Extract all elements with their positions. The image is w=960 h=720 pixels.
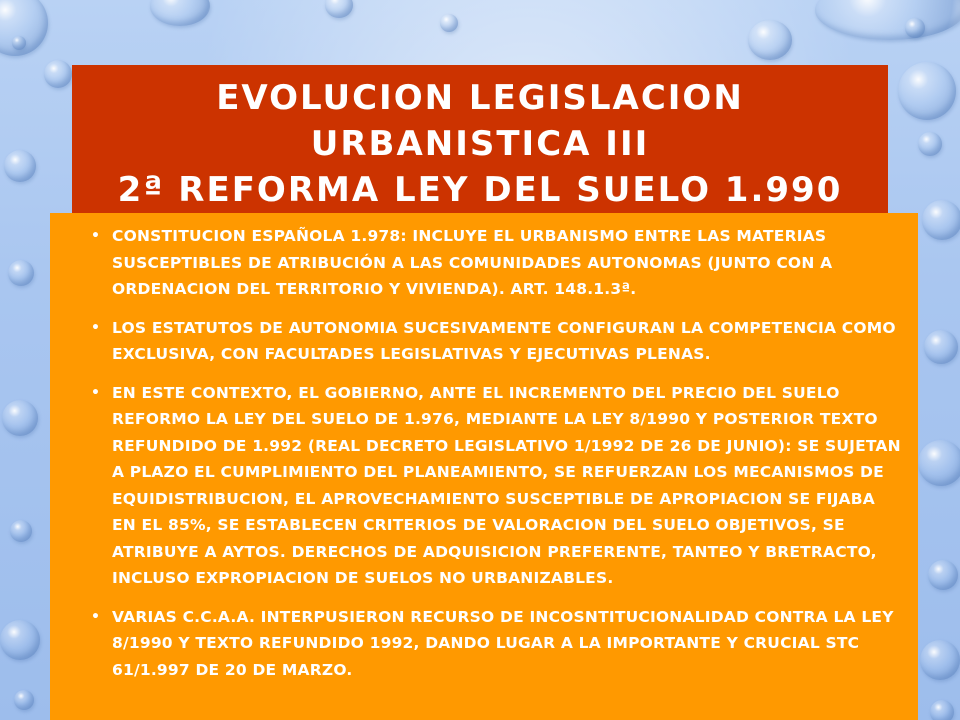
slide-title-line: EVOLUCION LEGISLACION: [216, 78, 744, 118]
water-drop-decoration: [748, 20, 792, 60]
bullet-text: CONSTITUCION ESPAÑOLA 1.978: INCLUYE EL URBANISMO ENTRE LAS MATERIAS SUSCEPTIBLES DE ATRIBUCIÓN A LAS COMUNIDADES AUTONOMAS (JUNTO CON A ORDENACION DEL TERRITORIO Y VIVIENDA). ART. 148.1.3ª.: [112, 227, 833, 298]
bullet-dot-icon: •: [91, 228, 101, 244]
bullet-text: VARIAS C.C.A.A. INTERPUSIERON RECURSO DE INCOSNTITUCIONALIDAD CONTRA LA LEY 8/1990 Y TEXTO REFUNDIDO 1992, DANDO LUGAR A LA IMPORTANTE Y CRUCIAL STC 61/1.997 DE 20 DE MARZO.: [112, 607, 894, 679]
water-drop-decoration: [918, 440, 960, 486]
water-drop-decoration: [10, 520, 32, 542]
bullet-dot-icon: •: [91, 384, 101, 401]
slide-title-box: [72, 65, 888, 225]
water-drop-decoration: [8, 260, 34, 286]
water-drop-decoration: [924, 330, 958, 364]
water-drop-decoration: [922, 200, 960, 240]
bullet-dot-icon: •: [91, 319, 101, 336]
water-drop-decoration: [930, 700, 954, 720]
water-drop-decoration: [815, 0, 960, 40]
water-drop-decoration: [14, 690, 34, 710]
bullet-item: [91, 223, 902, 303]
water-drop-decoration: [928, 560, 958, 590]
water-drop-decoration: [2, 400, 38, 436]
bullet-item: [91, 604, 902, 684]
water-drop-decoration: [440, 14, 458, 32]
slide-title-line: 2ª REFORMA LEY DEL SUELO 1.990: [117, 170, 843, 210]
bullet-text: EN ESTE CONTEXTO, EL GOBIERNO, ANTE EL INCREMENTO DEL PRECIO DEL SUELO REFORMO LA LEY DEL SUELO DE 1.976, MEDIANTE LA LEY 8/1990 Y POSTERIOR TEXTO REFUNDIDO DE 1.992 (REAL DECRETO LEGISLATIVO 1/1992 DE 26 DE JUNIO): SE SUJETAN A PLAZO EL CUMPLIMIENTO DEL PLANEAMIENTO, SE REFUERZAN LOS MECANISMOS DE EQUIDISTRIBUCION, EL APROVECHAMIENTO SUSCEPTIBLE DE APROPIACION SE FIJABA EN EL 85%, SE ESTABLECEN CRITERIOS DE VALORACION DEL SUELO OBJETIVOS, SE ATRIBUYE A AYTOS. DERECHOS DE ADQUISICION PREFERENTE, TANTEO Y BRETRACTO, INCLUSO EXPROPIACION DE SUELOS NO URBANIZABLES.: [112, 383, 901, 587]
slide-title-line: URBANISTICA III: [310, 124, 650, 164]
bullet-list: [91, 223, 902, 695]
bullet-dot-icon: •: [91, 608, 101, 625]
bullet-text: LOS ESTATUTOS DE AUTONOMIA SUCESIVAMENTE CONFIGURAN LA COMPETENCIA COMO EXCLUSIVA, CON FACULTADES LEGISLATIVAS Y EJECUTIVAS PLENAS.: [112, 318, 896, 363]
water-drop-decoration: [0, 620, 40, 660]
slide-content-box: [50, 213, 918, 720]
slide-title: [72, 75, 888, 213]
bullet-item: [91, 380, 902, 592]
water-drop-decoration: [325, 0, 353, 18]
water-drop-decoration: [4, 150, 36, 182]
water-drop-decoration: [44, 60, 72, 88]
water-drop-decoration: [918, 132, 942, 156]
water-drop-decoration: [12, 36, 26, 50]
water-drop-decoration: [905, 18, 925, 38]
bullet-item: [91, 315, 902, 368]
water-drop-decoration: [150, 0, 210, 26]
water-drop-decoration: [898, 62, 956, 120]
water-drop-decoration: [920, 640, 960, 680]
